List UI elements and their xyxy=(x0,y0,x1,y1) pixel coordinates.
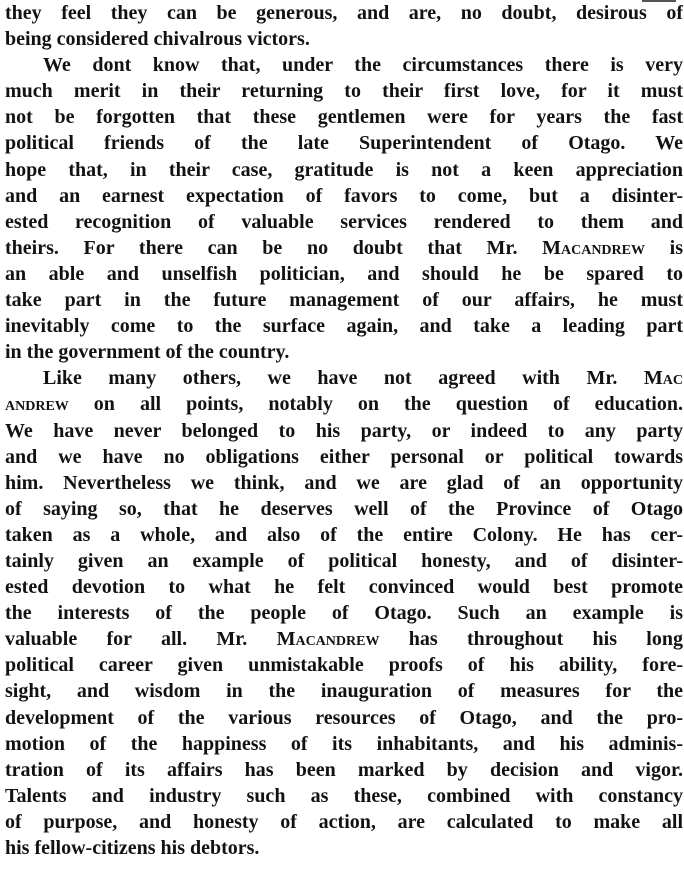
text-line xyxy=(5,287,683,313)
text-run: ested devotion to what he felt convinced would best promote xyxy=(5,576,683,599)
person-name: Mac xyxy=(643,367,683,390)
text-line xyxy=(5,548,683,574)
person-name: Macandrew xyxy=(276,628,380,651)
text-line xyxy=(5,209,683,235)
text-run: political friends of the late Superintendent of Otago. We xyxy=(5,132,683,155)
text-run: valuable for all. Mr. xyxy=(5,628,277,651)
text-line xyxy=(5,678,683,704)
person-name: Macandrew xyxy=(542,236,645,259)
text-line xyxy=(5,183,683,209)
text-run: and we have no obligations either personal or political towards xyxy=(5,445,683,468)
text-run: his fellow-citizens his debtors. xyxy=(5,837,260,859)
text-line xyxy=(5,522,683,548)
text-run: hope that, in their case, gratitude is not a keen appreciation xyxy=(5,158,683,181)
text-run: sight, and wisdom in the inauguration of measures for the xyxy=(5,680,683,703)
text-run: We have never belonged to his party, or indeed to any party xyxy=(5,419,683,442)
text-run: motion of the happiness of its inhabitants, and his adminis- xyxy=(5,732,683,755)
text-line xyxy=(5,261,683,287)
text-run: has throughout his long xyxy=(379,628,683,651)
text-run: on all points, notably on the question of education. xyxy=(68,393,683,416)
text-run: and an earnest expectation of favors to come, but a disinter- xyxy=(5,184,683,207)
text-line xyxy=(5,731,683,757)
text-run: him. Nevertheless we think, and we are glad of an opportunity xyxy=(5,471,683,494)
text-line xyxy=(5,157,683,183)
text-line xyxy=(5,52,683,78)
text-run: taken as a whole, and also of the entire Colony. He has cer- xyxy=(5,523,683,546)
text-run: an able and unselfish politician, and should he be spared to xyxy=(5,262,683,285)
text-line xyxy=(5,809,683,835)
text-line xyxy=(5,0,683,26)
text-line xyxy=(5,418,683,444)
text-run: tration of its affairs has been marked by decision and vigor. xyxy=(5,758,683,781)
text-run: political career given unmistakable proofs of his ability, fore- xyxy=(5,654,683,677)
text-run: Talents and industry such as these, combined with constancy xyxy=(5,784,683,807)
text-line xyxy=(5,470,683,496)
text-run: being considered chivalrous victors. xyxy=(5,28,310,51)
text-run: take part in the future management of our affairs, he must xyxy=(5,289,683,312)
text-line xyxy=(5,574,683,600)
text-line xyxy=(5,626,683,652)
text-run: much merit in their returning to their first love, for it must xyxy=(5,80,683,103)
text-run: is xyxy=(645,236,683,259)
text-run: in the government of the country. xyxy=(5,341,290,364)
text-line xyxy=(5,496,683,522)
newspaper-column xyxy=(5,0,683,877)
text-run: tainly given an example of political honesty, and of disinter- xyxy=(5,549,683,572)
text-line xyxy=(5,104,683,130)
text-line xyxy=(5,235,683,261)
text-line xyxy=(5,130,683,156)
text-run: they feel they can be generous, and are, no doubt, desirous of xyxy=(5,2,683,24)
text-line xyxy=(5,365,683,391)
text-line xyxy=(5,757,683,783)
text-line xyxy=(5,339,683,365)
text-run: of saying so, that he deserves well of the Province of Otago xyxy=(5,497,683,520)
text-line xyxy=(5,313,683,339)
text-run: of purpose, and honesty of action, are calculated to make all xyxy=(5,810,683,833)
text-run: Like many others, we have not agreed with Mr. xyxy=(43,367,644,390)
text-run: not be forgotten that these gentlemen were for years the fast xyxy=(5,106,683,129)
text-run: ested recognition of valuable services rendered to them and xyxy=(5,210,683,233)
person-name: andrew xyxy=(5,393,69,416)
text-line xyxy=(5,78,683,104)
text-run: inevitably come to the surface again, and take a leading part xyxy=(5,315,683,338)
text-line xyxy=(5,26,683,52)
text-run: theirs. For there can be no doubt that Mr. xyxy=(5,236,543,259)
text-line xyxy=(5,652,683,678)
text-run: development of the various resources of Otago, and the pro- xyxy=(5,706,683,729)
text-line xyxy=(5,835,683,861)
paragraph xyxy=(5,52,683,365)
text-line xyxy=(5,391,683,417)
text-line xyxy=(5,600,683,626)
text-line xyxy=(5,444,683,470)
paragraph xyxy=(5,0,683,52)
text-run: the interests of the people of Otago. Such an example is xyxy=(5,602,683,625)
text-line xyxy=(5,705,683,731)
text-run: We dont know that, under the circumstances there is very xyxy=(43,54,683,77)
text-line xyxy=(5,783,683,809)
paragraph xyxy=(5,365,683,861)
